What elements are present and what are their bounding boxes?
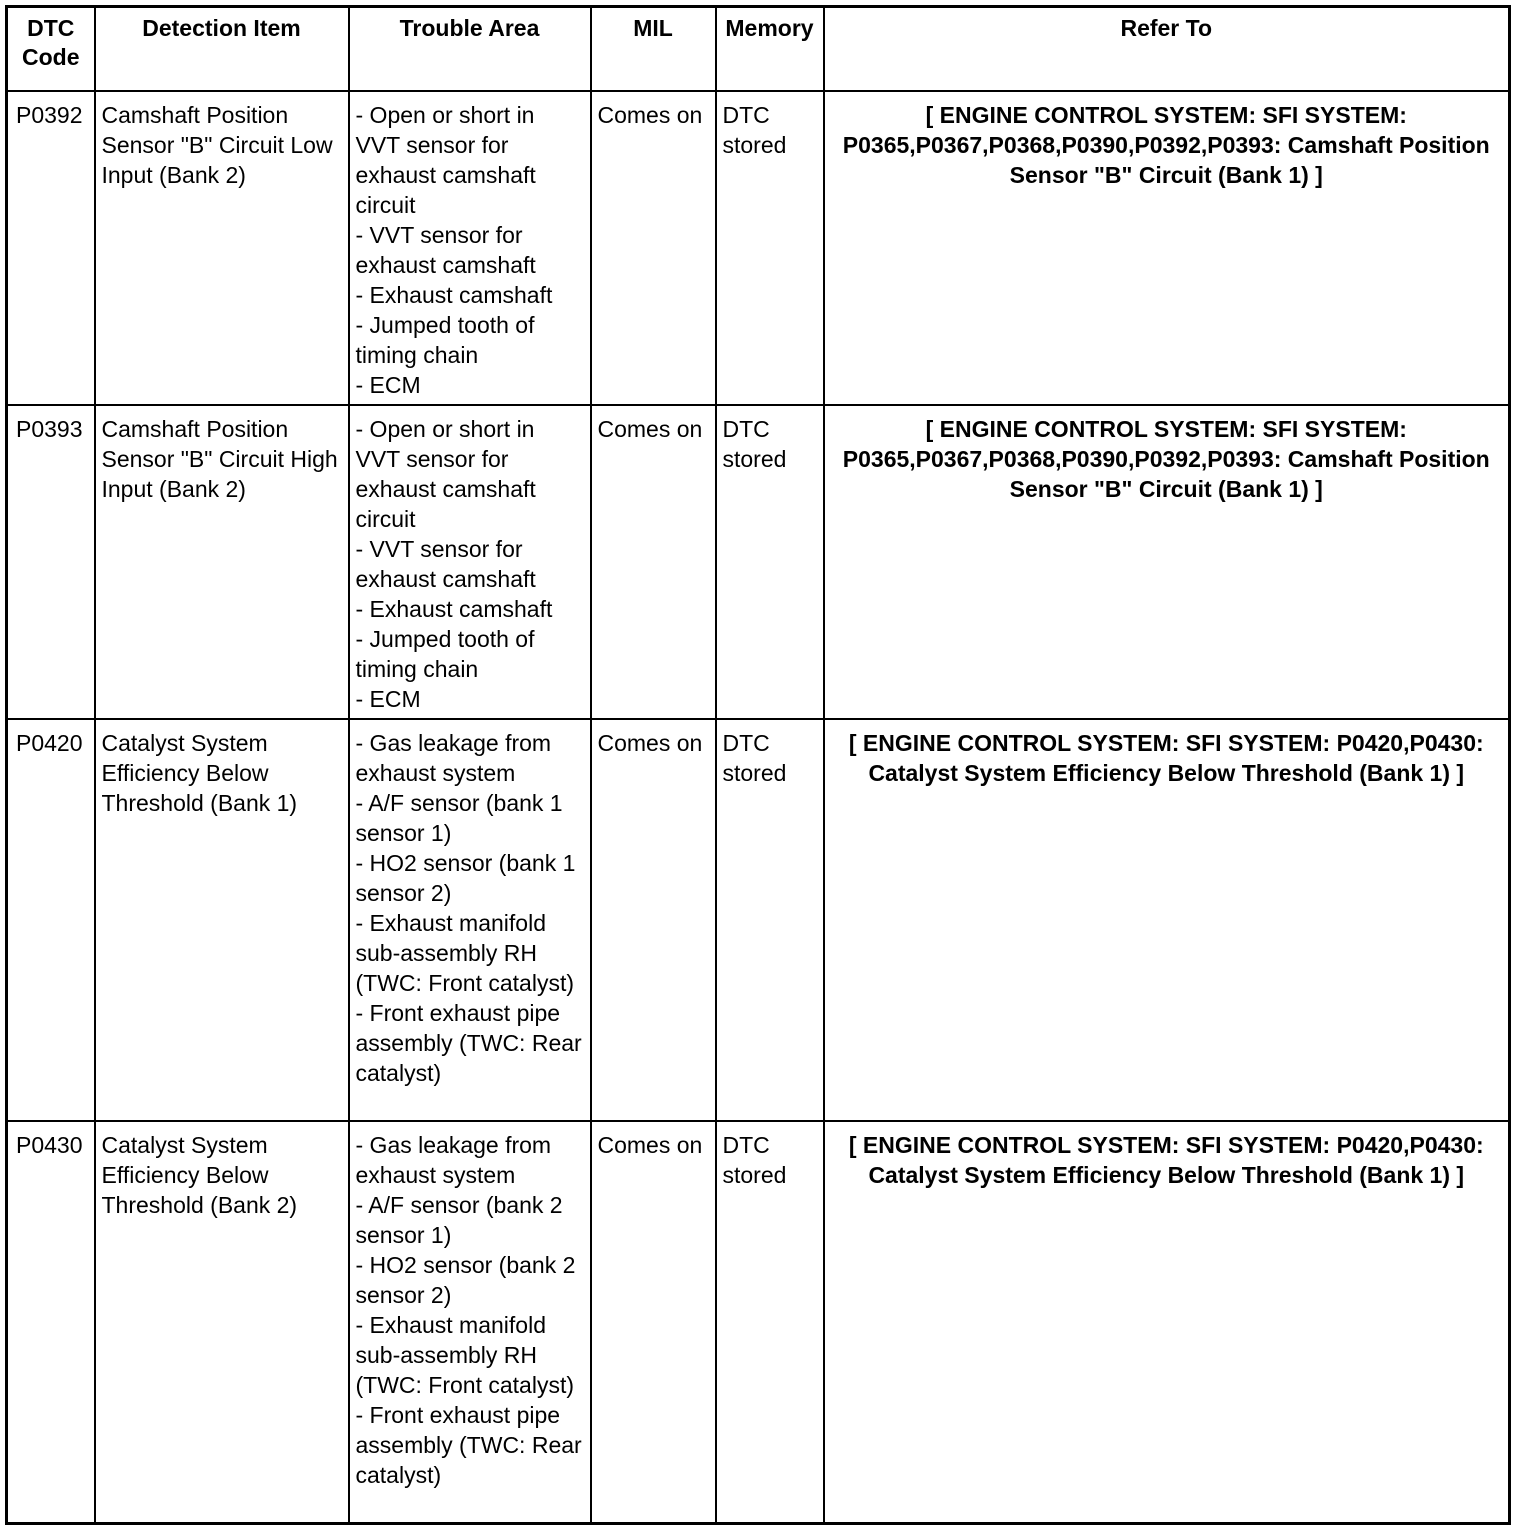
table-row	[7, 405, 1510, 719]
trouble-area-line: - Open or short in VVT sensor for exhaust camshaft circuit	[355, 416, 536, 532]
trouble-area-line: - Exhaust camshaft	[355, 596, 553, 622]
trouble-area-line: - Open or short in VVT sensor for exhaust camshaft circuit	[355, 102, 536, 218]
table-row	[7, 1121, 1510, 1523]
refer-to-link[interactable]: [ ENGINE CONTROL SYSTEM: SFI SYSTEM: P0420,P0430: Catalyst System Efficiency Below Threshold (Bank 1) ]	[824, 1121, 1510, 1523]
trouble-area-line: - VVT sensor for exhaust camshaft	[355, 222, 536, 278]
trouble-area-line: - ECM	[355, 686, 421, 712]
dtc-code-cell: P0420	[7, 719, 95, 1121]
dtc-table	[5, 5, 1511, 1525]
trouble-area-line: - A/F sensor (bank 1 sensor 1)	[355, 790, 563, 846]
dtc-code-cell: P0430	[7, 1121, 95, 1523]
trouble-area-cell	[349, 719, 591, 1121]
mil-cell: Comes on	[591, 91, 716, 405]
memory-cell: DTC stored	[716, 91, 824, 405]
trouble-area-line: - Front exhaust pipe assembly (TWC: Rear catalyst)	[355, 1402, 582, 1488]
dtc-code-cell: P0392	[7, 91, 95, 405]
trouble-area-line: - A/F sensor (bank 2 sensor 1)	[355, 1192, 563, 1248]
trouble-area-line: - Gas leakage from exhaust system	[355, 730, 552, 786]
header-dtc-code: DTC Code	[7, 7, 95, 92]
trouble-area-line: - ECM	[355, 372, 421, 398]
header-row	[7, 7, 1510, 92]
dtc-code-cell: P0393	[7, 405, 95, 719]
trouble-area-line: - Exhaust manifold sub-assembly RH (TWC: Front catalyst)	[355, 910, 575, 996]
header-memory: Memory	[716, 7, 824, 92]
memory-cell: DTC stored	[716, 719, 824, 1121]
memory-cell: DTC stored	[716, 405, 824, 719]
header-detection-item: Detection Item	[95, 7, 349, 92]
detection-item-cell: Catalyst System Efficiency Below Threshold (Bank 1)	[95, 719, 349, 1121]
trouble-area-line: - VVT sensor for exhaust camshaft	[355, 536, 536, 592]
detection-item-cell: Camshaft Position Sensor "B" Circuit High Input (Bank 2)	[95, 405, 349, 719]
header-mil: MIL	[591, 7, 716, 92]
table-row	[7, 719, 1510, 1121]
header-refer-to: Refer To	[824, 7, 1510, 92]
table-row	[7, 91, 1510, 405]
trouble-area-line: - HO2 sensor (bank 1 sensor 2)	[355, 850, 576, 906]
trouble-area-line: - Exhaust camshaft	[355, 282, 553, 308]
trouble-area-cell	[349, 405, 591, 719]
detection-item-cell: Camshaft Position Sensor "B" Circuit Low Input (Bank 2)	[95, 91, 349, 405]
trouble-area-cell	[349, 1121, 591, 1523]
mil-cell: Comes on	[591, 405, 716, 719]
header-trouble-area: Trouble Area	[349, 7, 591, 92]
memory-cell: DTC stored	[716, 1121, 824, 1523]
refer-to-link[interactable]: [ ENGINE CONTROL SYSTEM: SFI SYSTEM: P0420,P0430: Catalyst System Efficiency Below Threshold (Bank 1) ]	[824, 719, 1510, 1121]
trouble-area-line: - Gas leakage from exhaust system	[355, 1132, 552, 1188]
refer-to-link[interactable]: [ ENGINE CONTROL SYSTEM: SFI SYSTEM: P0365,P0367,P0368,P0390,P0392,P0393: Camshaft Position Sensor "B" Circuit (Bank 1) ]	[824, 91, 1510, 405]
mil-cell: Comes on	[591, 1121, 716, 1523]
trouble-area-line: - Exhaust manifold sub-assembly RH (TWC: Front catalyst)	[355, 1312, 575, 1398]
trouble-area-cell	[349, 91, 591, 405]
trouble-area-line: - HO2 sensor (bank 2 sensor 2)	[355, 1252, 576, 1308]
trouble-area-line: - Jumped tooth of timing chain	[355, 312, 535, 368]
refer-to-link[interactable]: [ ENGINE CONTROL SYSTEM: SFI SYSTEM: P0365,P0367,P0368,P0390,P0392,P0393: Camshaft Position Sensor "B" Circuit (Bank 1) ]	[824, 405, 1510, 719]
trouble-area-line: - Front exhaust pipe assembly (TWC: Rear catalyst)	[355, 1000, 582, 1086]
detection-item-cell: Catalyst System Efficiency Below Threshold (Bank 2)	[95, 1121, 349, 1523]
mil-cell: Comes on	[591, 719, 716, 1121]
trouble-area-line: - Jumped tooth of timing chain	[355, 626, 535, 682]
